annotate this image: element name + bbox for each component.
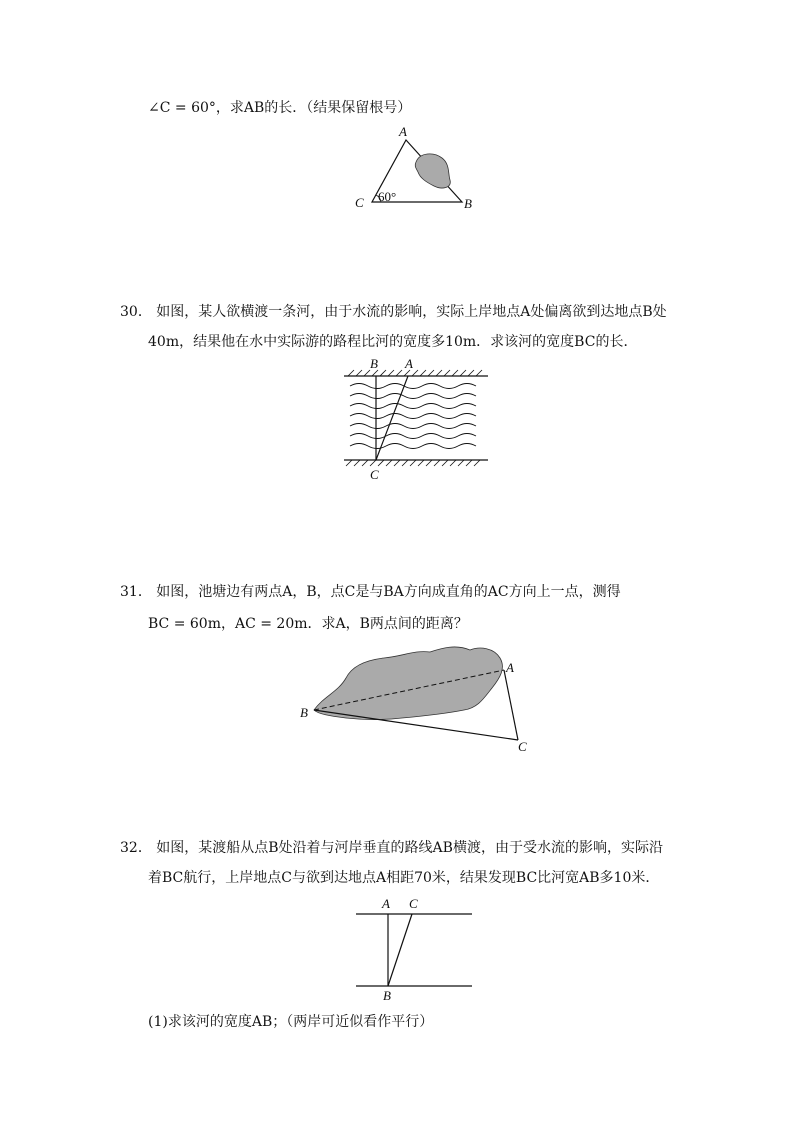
q30-label-a: A [405,356,413,371]
q32-label-c: C [409,896,418,911]
q32-line2: 着BC航行，上岸地点C与欲到达地点A相距70米，结果发现BC比河宽AB多10米． [148,870,660,886]
q30-label-c: C [370,467,379,482]
q31-line1: 31． 如图，池塘边有两点A，B，点C是与BA方向成直角的AC方向上一点，测得 [120,584,621,600]
q31-segment-ac [504,670,518,740]
q31-label-b: B [300,705,308,720]
q29-label-a: A [399,124,407,139]
q32-sub1: (1)求该河的宽度AB；（两岸可近似看作平行） [148,1014,434,1030]
q29-text: ∠C = 60°，求AB的长．（结果保留根号） [148,100,412,116]
q31-figure [294,638,540,762]
q32-line1: 32． 如图，某渡船从点B处沿着与河岸垂直的路线AB横渡，由于受水流的影响，实际沿 [120,840,663,856]
q30-line2: 40m，结果他在水中实际游的路程比河的宽度多10m．求该河的宽度BC的长． [148,334,638,350]
q31-label-a: A [506,660,514,675]
q29-label-c: C [355,195,364,210]
q29-angle-label: 60° [378,189,397,204]
q30-label-b: B [370,356,378,371]
q29-label-b: B [464,196,472,211]
q31-line2: BC = 60m，AC = 20m．求A，B两点间的距离？ [148,616,468,632]
q30-figure [338,354,494,488]
q30-line1: 30． 如图，某人欲横渡一条河，由于水流的影响，实际上岸地点A处偏离欲到达地点B处 [120,304,667,320]
q32-segment-bc [388,914,412,986]
q31-label-c: C [518,739,527,754]
q32-label-a: A [382,896,390,911]
q29-figure [350,122,490,218]
q32-label-b: B [383,988,391,1003]
q31-pond [314,647,502,720]
q29-pond [415,154,450,188]
q32-figure [350,894,476,1010]
